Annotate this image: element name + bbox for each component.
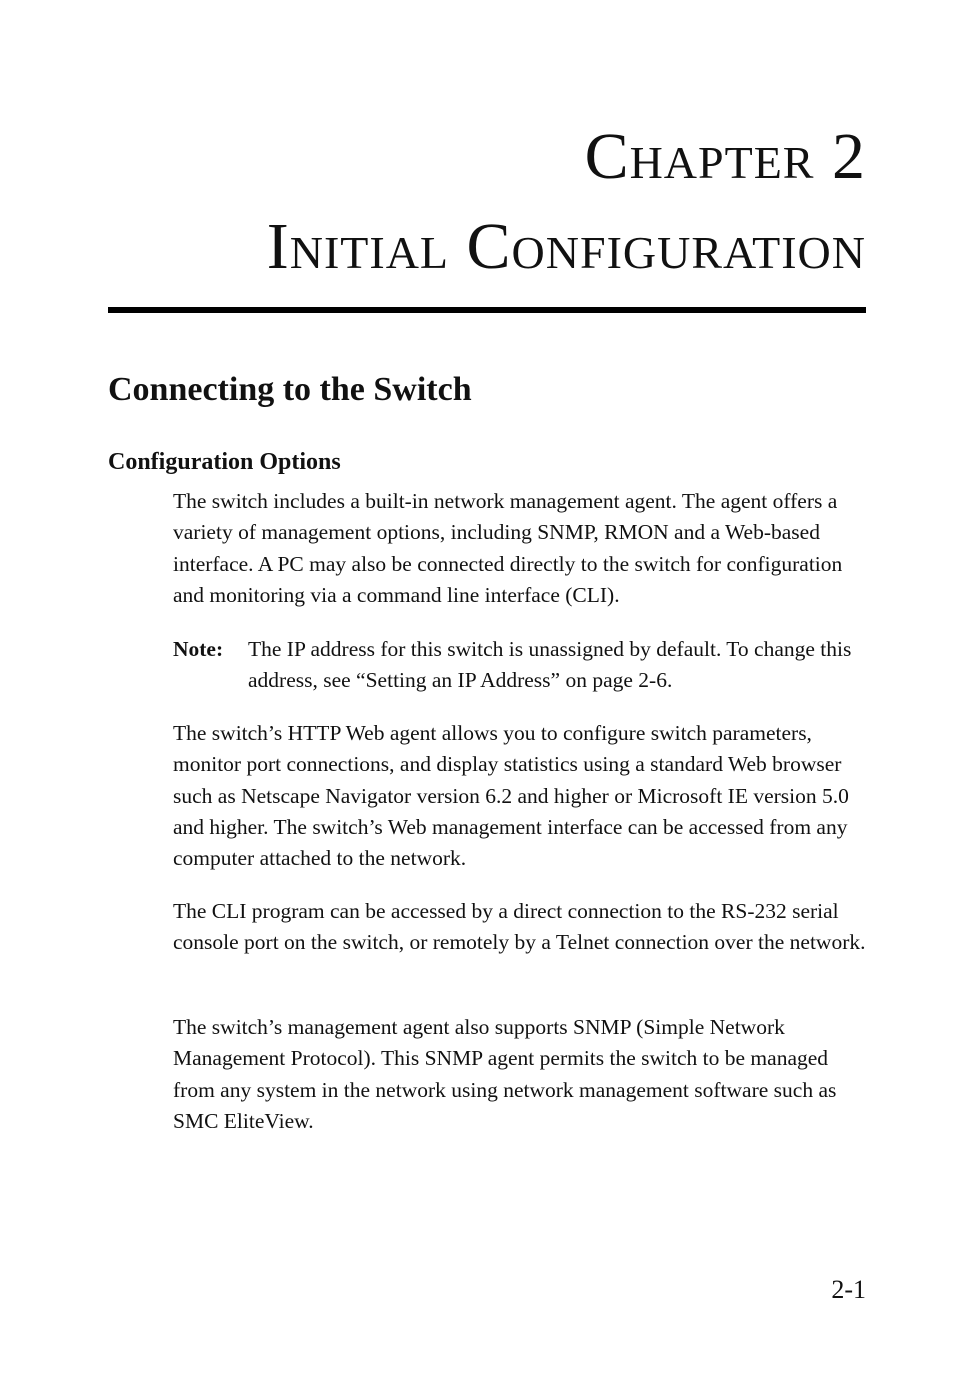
chapter-label: Chapter 2 (584, 120, 866, 193)
chapter-divider (108, 307, 866, 313)
subsection-title: Configuration Options (108, 449, 341, 475)
note-text: The IP address for this switch is unassigned by default. To change this address, see “Setting an IP Address” on page 2-6. (248, 637, 852, 693)
chapter-title: Initial Configuration (266, 210, 866, 283)
body-paragraph-cli: The CLI program can be accessed by a direct connection to the RS-232 serial console port on the switch, or remotely by a Telnet connection over the network. (173, 899, 866, 955)
body-paragraph-overview: The switch includes a built-in network management agent. The agent offers a variety of management options, including SNMP, RMON and a Web-based interface. A PC may also be connected directly to the switch for configuration and monitoring via a command line interface (CLI). (173, 489, 843, 607)
body-paragraph-snmp: The switch’s management agent also supports SNMP (Simple Network Management Protocol). This SNMP agent permits the switch to be managed from any system in the network using network management software such as SMC EliteView. (173, 1015, 837, 1133)
page-number: 2-1 (831, 1275, 866, 1304)
section-title: Connecting to the Switch (108, 371, 472, 408)
note-block (173, 634, 873, 697)
body-paragraph-web-agent: The switch’s HTTP Web agent allows you to configure switch parameters, monitor port connections, and display statistics using a standard Web browser such as Netscape Navigator version 6.2 and higher or Microsoft IE version 5.0 and higher. The switch’s Web management interface can be accessed from any computer attached to the network. (173, 721, 849, 871)
note-label: Note: (173, 637, 224, 661)
